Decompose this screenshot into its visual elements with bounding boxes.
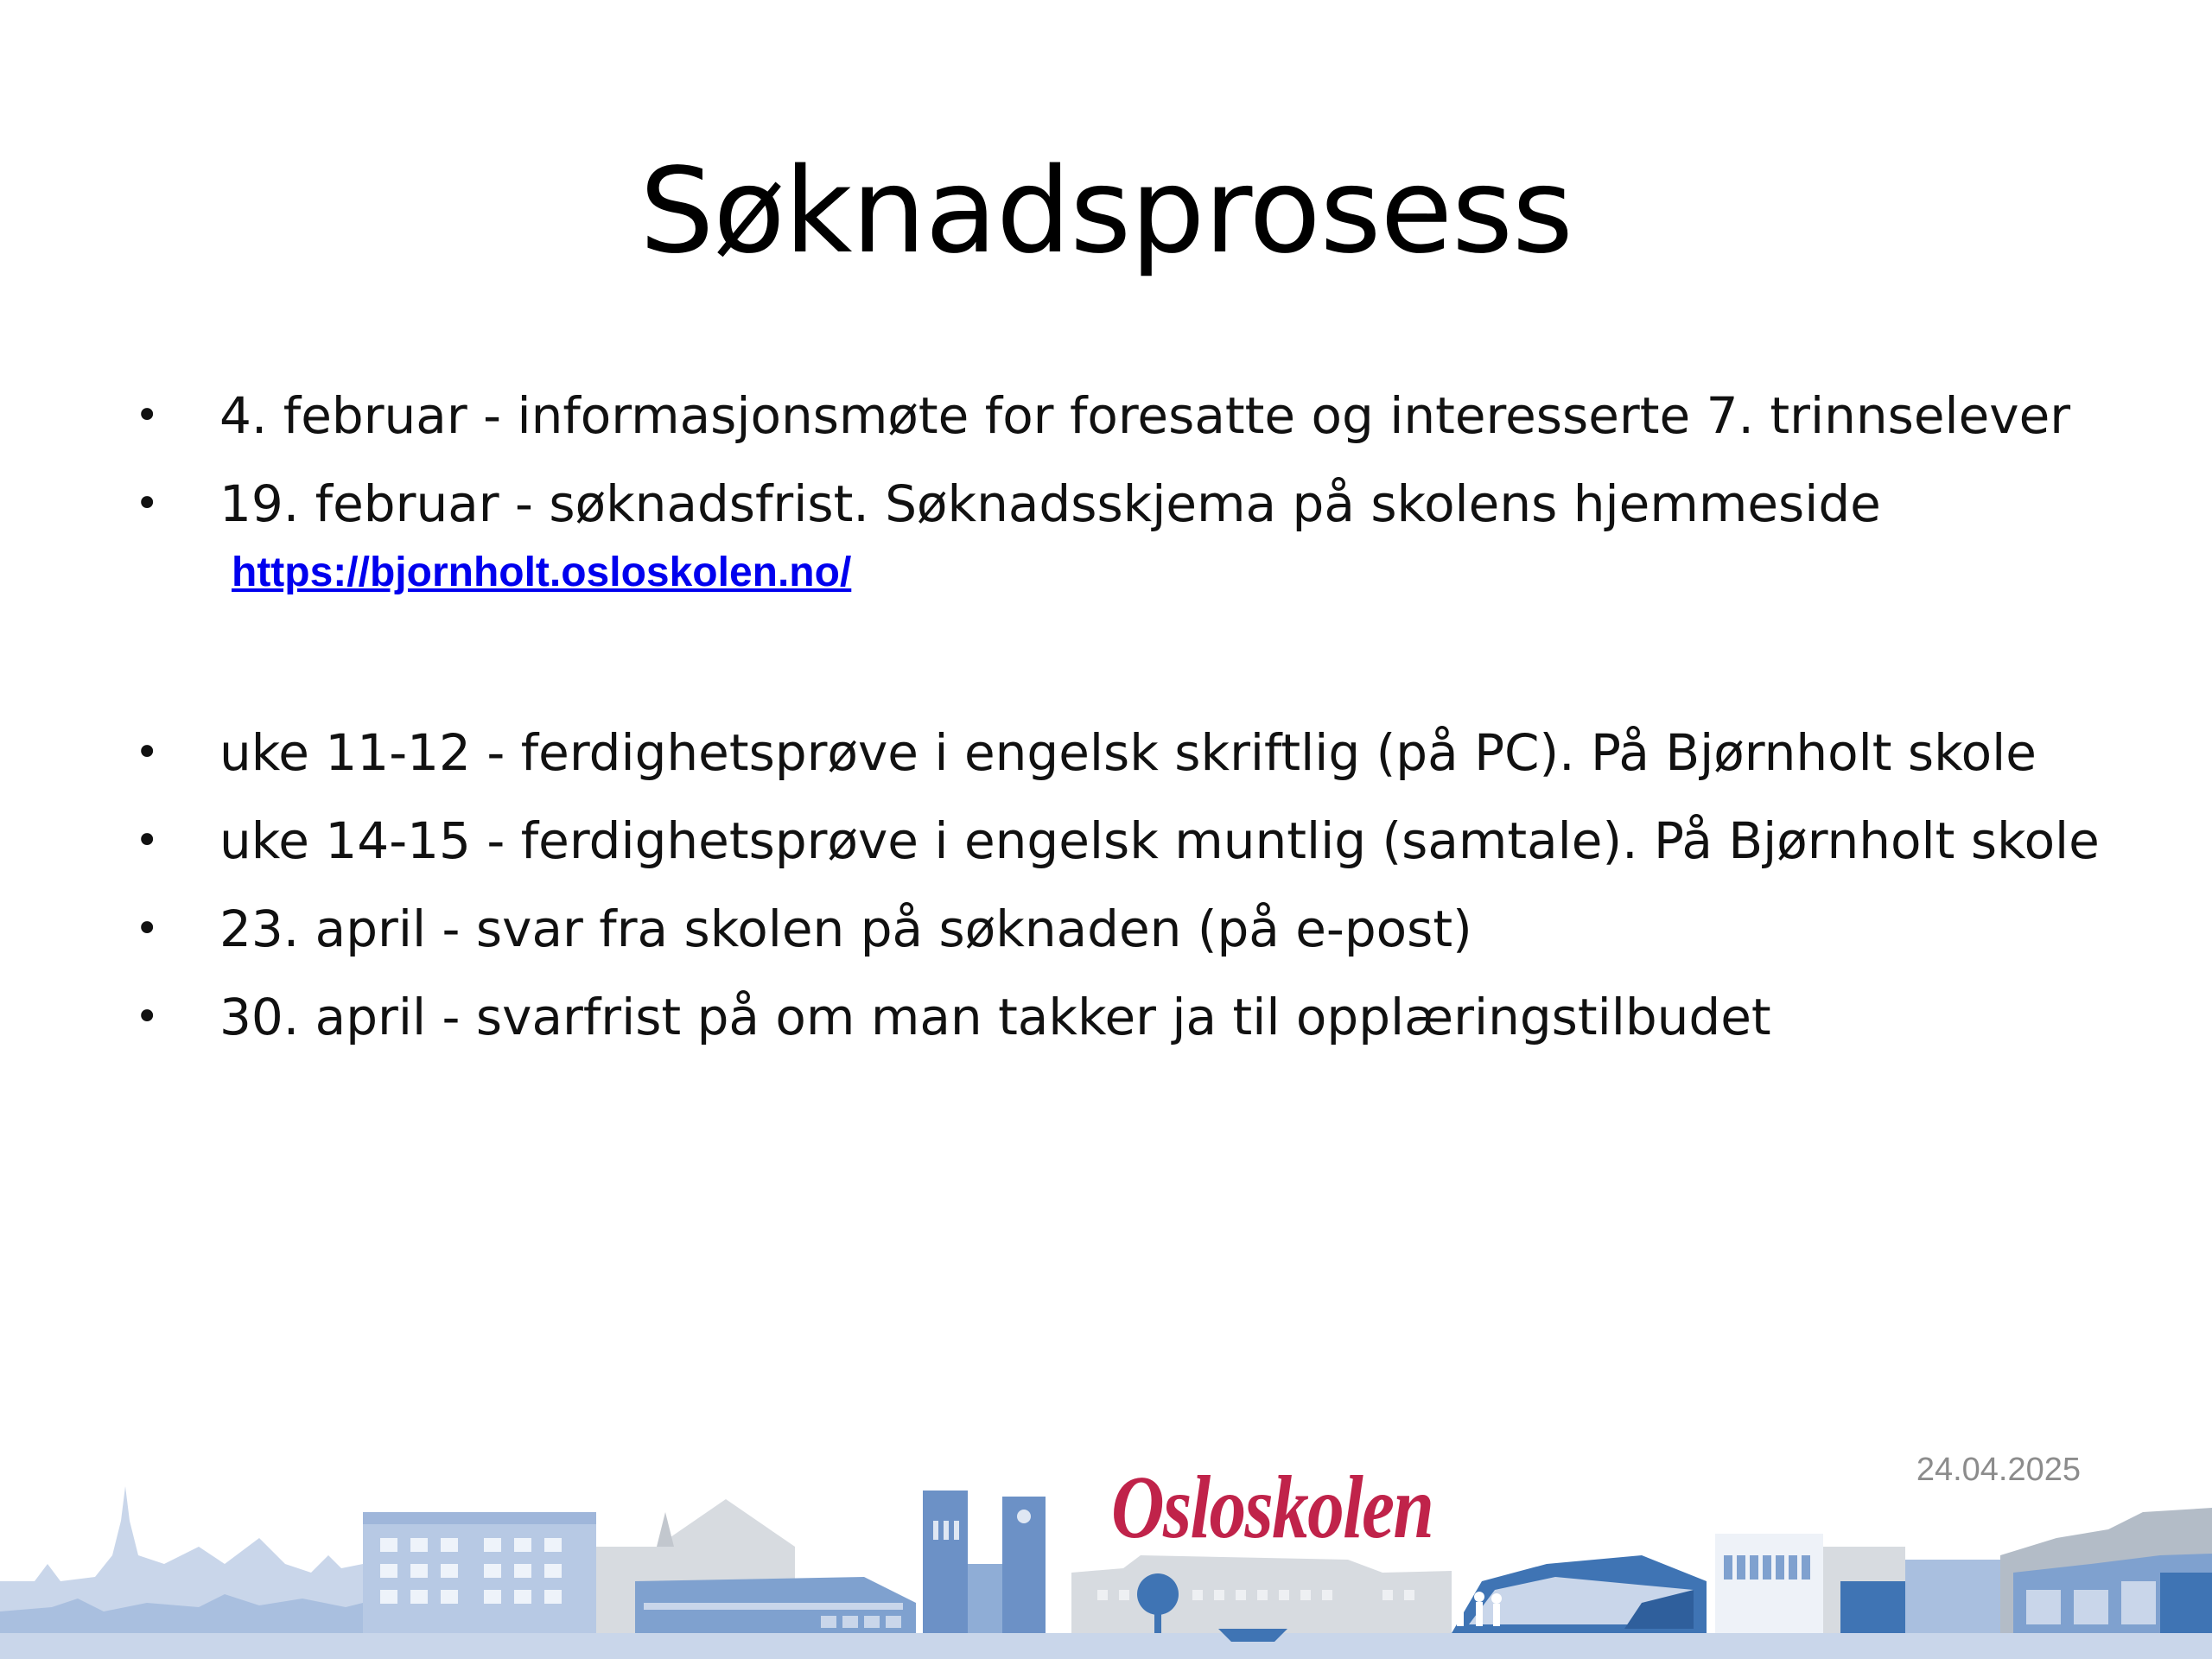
bullet-text: 30. april - svarfrist på om man takker ja til opplæringstilbudet: [219, 988, 1771, 1046]
bullet-text: 19. februar - søknadsfrist. Søknadsskjema på skolens hjemmeside: [219, 474, 1881, 533]
bullet-text: 4. februar - informasjonsmøte for foresatte og interesserte 7. trinnselever: [219, 386, 2071, 445]
list-item: [130, 973, 2117, 1061]
bullet-icon: •: [135, 480, 160, 528]
bullet-list: [130, 372, 2117, 1061]
list-item: [130, 885, 2117, 973]
bullet-icon: •: [135, 728, 160, 777]
bullet-icon: •: [135, 391, 160, 440]
city-skyline-illustration: [0, 1452, 2212, 1659]
bullet-text: uke 14-15 - ferdighetsprøve i engelsk muntlig (samtale). På Bjørnholt skole: [219, 811, 2100, 870]
bullet-text: uke 11-12 - ferdighetsprøve i engelsk skriftlig (på PC). På Bjørnholt skole: [219, 723, 2037, 782]
bullet-text: 23. april - svar fra skolen på søknaden (på e-post): [219, 899, 1472, 958]
bullet-icon: •: [135, 905, 160, 953]
list-item: [130, 797, 2117, 885]
list-item: [130, 709, 2117, 797]
school-website-link[interactable]: https://bjornholt.osloskolen.no/: [232, 550, 852, 595]
link-line: [130, 541, 2117, 605]
slide-date: 24.04.2025: [1916, 1452, 2081, 1488]
list-item: [130, 460, 2117, 548]
bullet-icon: •: [135, 817, 160, 865]
list-spacer: [130, 605, 2117, 709]
bullet-icon: •: [135, 993, 160, 1041]
slide-title: Søknadsprosess: [639, 143, 1573, 280]
list-item: [130, 372, 2117, 460]
osloskolen-logo: Osloskolen: [1111, 1458, 1433, 1557]
